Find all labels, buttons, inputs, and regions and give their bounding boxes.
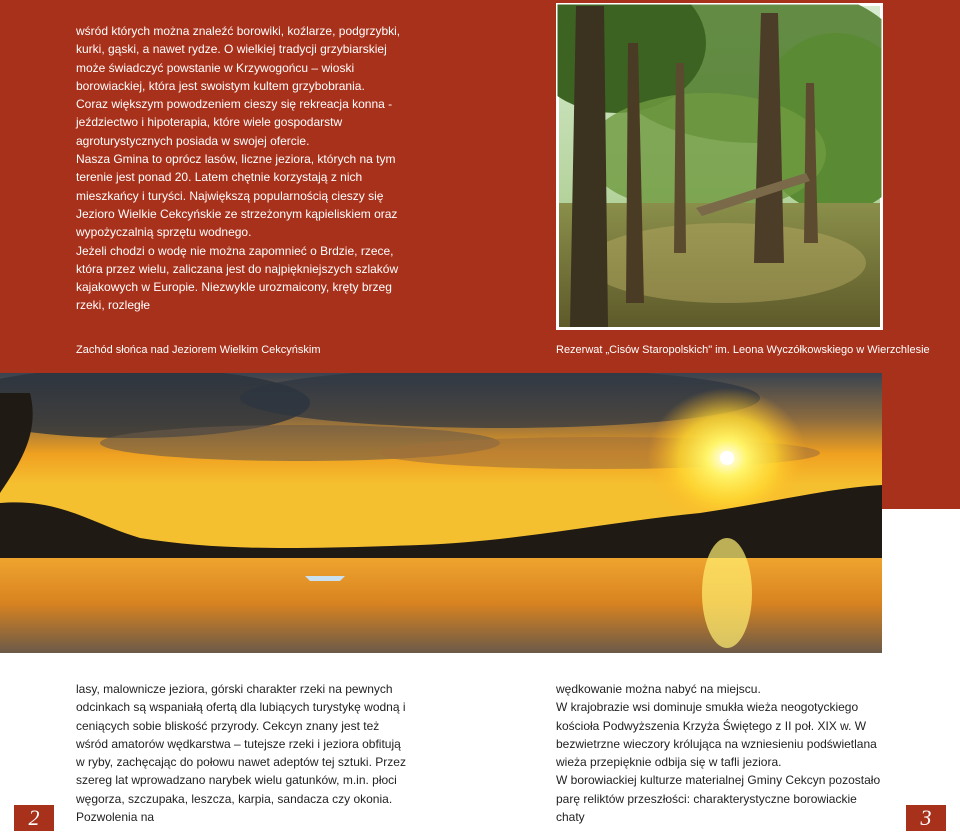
caption-forest: Rezerwat „Cisów Staropolskich" im. Leona Wyczółkowskiego w Wierzchlesie — [556, 344, 930, 356]
intro-paragraph: wśród których można znaleźć borowiki, koźlarze, podgrzybki, kurki, gąski, a nawet rydze. O wielkiej tradycji grzybiarskiej może świadczyć powstanie w Krzywogońcu – wioski borowiackiej, która jest swoistym kultem grzybobrania. — [76, 24, 401, 93]
intro-paragraph: Jeżeli chodzi o wodę nie można zapomnieć o Brdzie, rzece, która przez wielu, zaliczana jest do najpiękniejszych szlaków kajakowych w Europie. Niezwykle urozmaicony, kręty brzeg rzeki, rozległe — [76, 243, 399, 313]
body-paragraph: wędkowanie można nabyć na miejscu. — [556, 682, 761, 696]
page-number-right: 3 — [906, 805, 946, 831]
body-paragraph: W krajobrazie wsi dominuje smukła wieża neogotyckiego kościoła Podwyższenia Krzyża Świętego z II poł. XIX w. W bezwietrzne wieczory królująca na wzniesieniu podświetlana wieża przepięknie odbija się w tafli jeziora. — [556, 700, 877, 770]
intro-paragraph: Coraz większym powodzeniem cieszy się rekreacja konna - jeździectwo i hipoterapia, które wiele gospodarstw agroturystycznych posiada w swojej ofercie. — [76, 97, 393, 148]
sunset-photo — [0, 373, 882, 653]
intro-text-column — [76, 22, 406, 315]
bottom-left-column — [76, 680, 406, 826]
body-paragraph: lasy, malownicze jeziora, górski charakter rzeki na pewnych odcinkach są wspaniałą ofertą dla lubiących turystykę wodną i ceniących sobie bliskość przyrody. Cekcyn znany jest też wśród amatorów wędkarstwa – tutejsze rzeki i jeziora obfitują w ryby, zachęcając do połowu nawet adeptów tej sztuki. Przez szereg lat wprowadzano narybek wielu gatunków, m.in. płoci węgorza, szczupaka, leszcza, karpia, sandacza czy okonia. Pozwolenia na — [76, 682, 406, 825]
body-paragraph: W borowiackiej kulturze materialnej Gminy Cekcyn pozostało parę reliktów przeszłości: charakterystyczne borowiackie chaty — [556, 773, 881, 825]
forest-photo — [556, 3, 883, 330]
caption-sunset: Zachód słońca nad Jeziorem Wielkim Cekcyńskim — [76, 344, 321, 356]
bottom-right-column — [556, 680, 886, 826]
intro-paragraph: Nasza Gmina to oprócz lasów, liczne jeziora, których na tym terenie jest ponad 20. Latem chętnie korzystają z nich mieszkańcy i turyści. Największą popularnością cieszy się Jezioro Wielkie Cekcyńskie ze strzeżonym kąpieliskiem oraz wypożyczalnią sprzętu wodnego. — [76, 152, 398, 240]
forest-illustration — [556, 3, 883, 330]
page-number-left: 2 — [14, 805, 54, 831]
